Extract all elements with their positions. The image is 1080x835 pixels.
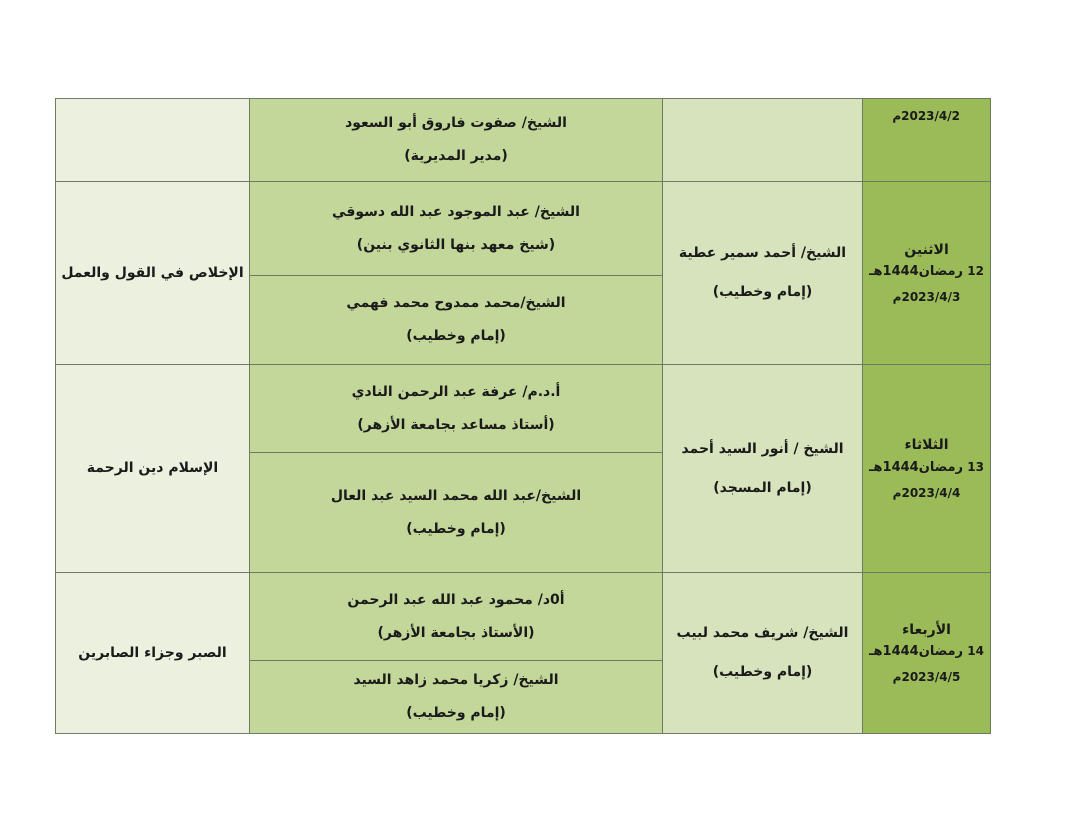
speaker-name: أ.د.م/ عرفة عبد الرحمن النادي (351, 383, 561, 400)
hijri-date: 12 رمضان1444هـ (869, 264, 984, 280)
topic-text: الصبر وجزاء الصابرين (78, 644, 227, 661)
speaker-name: أ0د/ محمود عبد الله عبد الرحمن (347, 591, 565, 608)
imam-cell (663, 573, 863, 734)
hijri-date: 13 رمضان1444هـ (869, 459, 984, 475)
table-row (56, 182, 991, 276)
imam-cell (663, 182, 863, 365)
day-name: الثلاثاء (904, 437, 949, 454)
imam-name: الشيخ/ أحمد سمير عطية (678, 245, 847, 262)
speaker-cell (250, 99, 663, 182)
speaker-cell (250, 276, 663, 365)
topic-cell (56, 573, 250, 734)
topic-text: الإسلام دين الرحمة (86, 460, 219, 477)
imam-cell (663, 99, 863, 182)
topic-cell (56, 365, 250, 573)
imam-name: الشيخ/ شريف محمد لبيب (676, 625, 849, 642)
speaker-title: (شيخ معهد بنها الثانوي بنين) (356, 236, 556, 253)
day-name: الاثنين (904, 241, 949, 258)
speaker-name: الشيخ/ صفوت فاروق أبو السعود (345, 115, 567, 132)
table-row (56, 99, 991, 182)
speaker-title: (مدير المديرية) (404, 148, 508, 164)
speaker-cell (250, 573, 663, 661)
date-cell (863, 573, 991, 734)
date-cell (863, 365, 991, 573)
speaker-cell (250, 453, 663, 573)
date-cell (863, 99, 991, 182)
speaker-name: الشيخ/محمد ممدوح محمد فهمي (346, 295, 566, 312)
imam-cell (663, 365, 863, 573)
schedule-table (55, 98, 991, 734)
imam-name: الشيخ / أنور السيد أحمد (681, 440, 844, 457)
topic-text: الإخلاص في القول والعمل (61, 264, 244, 281)
table-row (56, 365, 991, 453)
speaker-name: الشيخ/عبد الله محمد السيد عبد العال (330, 487, 582, 504)
speaker-title: (إمام وخطيب) (406, 328, 506, 344)
speaker-title: (أستاذ مساعد بجامعة الأزهر) (357, 416, 555, 433)
imam-title: (إمام وخطيب) (712, 284, 813, 300)
topic-cell (56, 182, 250, 365)
hijri-date: 14 رمضان1444هـ (869, 644, 984, 660)
speaker-title: (الأستاذ بجامعة الأزهر) (377, 624, 535, 641)
gregorian-date: 2023/4/3م (892, 290, 961, 304)
table-row (56, 573, 991, 661)
speaker-title: (إمام وخطيب) (406, 705, 506, 721)
speaker-name: الشيخ/ عبد الموجود عبد الله دسوقي (332, 203, 580, 220)
speaker-cell (250, 365, 663, 453)
speaker-title: (إمام وخطيب) (406, 520, 506, 537)
imam-title: (إمام وخطيب) (712, 664, 813, 680)
speaker-name: الشيخ/ زكريا محمد زاهد السيد (353, 672, 559, 689)
gregorian-date: 2023/4/4م (892, 485, 961, 500)
topic-cell (56, 99, 250, 182)
imam-title: (إمام المسجد) (713, 479, 812, 496)
gregorian-date: 2023/4/2م (892, 109, 960, 123)
date-cell (863, 182, 991, 365)
day-name: الأربعاء (902, 621, 951, 638)
speaker-cell (250, 661, 663, 734)
gregorian-date: 2023/4/5م (892, 670, 961, 684)
speaker-cell (250, 182, 663, 276)
